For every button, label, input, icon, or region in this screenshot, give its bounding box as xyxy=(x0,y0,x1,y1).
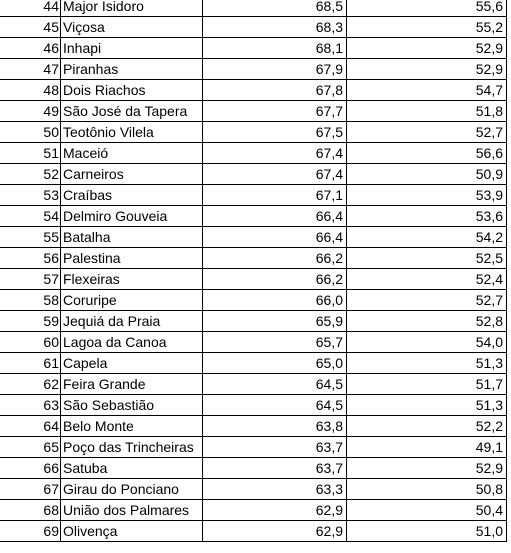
value-2-cell: 53,9 xyxy=(347,185,507,206)
value-1-cell: 63,3 xyxy=(203,479,347,500)
value-2-cell: 54,7 xyxy=(347,80,507,101)
value-1-cell: 66,2 xyxy=(203,248,347,269)
value-1-cell: 65,7 xyxy=(203,332,347,353)
table-row xyxy=(0,437,507,458)
table-row xyxy=(0,269,507,290)
value-2-cell: 51,0 xyxy=(347,521,507,542)
municipality-name-cell: Maceió xyxy=(61,143,203,164)
table-row xyxy=(0,332,507,353)
municipality-name-cell: Coruripe xyxy=(61,290,203,311)
municipality-name-cell: Poço das Trincheiras xyxy=(61,437,203,458)
municipality-name-cell: Craíbas xyxy=(61,185,203,206)
value-2-cell: 53,6 xyxy=(347,206,507,227)
rank-cell: 60 xyxy=(0,332,61,353)
value-2-cell: 51,8 xyxy=(347,101,507,122)
rank-cell: 45 xyxy=(0,17,61,38)
rank-cell: 52 xyxy=(0,164,61,185)
value-1-cell: 63,7 xyxy=(203,458,347,479)
value-1-cell: 65,9 xyxy=(203,311,347,332)
value-2-cell: 51,3 xyxy=(347,353,507,374)
table-row xyxy=(0,143,507,164)
rank-cell: 69 xyxy=(0,521,61,542)
value-1-cell: 66,0 xyxy=(203,290,347,311)
municipality-name-cell: Feira Grande xyxy=(61,374,203,395)
rank-cell: 46 xyxy=(0,38,61,59)
table-row xyxy=(0,395,507,416)
municipality-name-cell: Dois Riachos xyxy=(61,80,203,101)
value-1-cell: 67,1 xyxy=(203,185,347,206)
value-1-cell: 64,5 xyxy=(203,374,347,395)
rank-cell: 51 xyxy=(0,143,61,164)
municipality-name-cell: Piranhas xyxy=(61,59,203,80)
table-row xyxy=(0,17,507,38)
value-1-cell: 67,4 xyxy=(203,164,347,185)
value-2-cell: 52,7 xyxy=(347,290,507,311)
value-2-cell: 56,6 xyxy=(347,143,507,164)
table-row xyxy=(0,479,507,500)
value-1-cell: 68,5 xyxy=(203,0,347,17)
rank-cell: 48 xyxy=(0,80,61,101)
municipality-name-cell: Olivença xyxy=(61,521,203,542)
value-2-cell: 55,6 xyxy=(347,0,507,17)
table-row xyxy=(0,374,507,395)
rank-cell: 53 xyxy=(0,185,61,206)
value-1-cell: 63,8 xyxy=(203,416,347,437)
value-1-cell: 67,7 xyxy=(203,101,347,122)
table-row xyxy=(0,521,507,542)
municipality-name-cell: Carneiros xyxy=(61,164,203,185)
municipality-name-cell: Satuba xyxy=(61,458,203,479)
value-2-cell: 52,7 xyxy=(347,122,507,143)
rank-cell: 68 xyxy=(0,500,61,521)
rank-cell: 44 xyxy=(0,0,61,17)
table-row xyxy=(0,248,507,269)
value-1-cell: 68,1 xyxy=(203,38,347,59)
value-1-cell: 64,5 xyxy=(203,395,347,416)
table-row xyxy=(0,185,507,206)
value-2-cell: 52,9 xyxy=(347,38,507,59)
value-1-cell: 62,9 xyxy=(203,521,347,542)
value-1-cell: 66,4 xyxy=(203,227,347,248)
value-1-cell: 66,2 xyxy=(203,269,347,290)
table-row xyxy=(0,290,507,311)
table-row xyxy=(0,122,507,143)
value-2-cell: 50,4 xyxy=(347,500,507,521)
value-1-cell: 66,4 xyxy=(203,206,347,227)
municipality-name-cell: Batalha xyxy=(61,227,203,248)
municipality-name-cell: São José da Tapera xyxy=(61,101,203,122)
municipality-name-cell: Capela xyxy=(61,353,203,374)
value-1-cell: 68,3 xyxy=(203,17,347,38)
rank-cell: 63 xyxy=(0,395,61,416)
value-2-cell: 54,2 xyxy=(347,227,507,248)
rank-cell: 49 xyxy=(0,101,61,122)
table-row xyxy=(0,38,507,59)
rank-cell: 55 xyxy=(0,227,61,248)
municipality-name-cell: Major Isidoro xyxy=(61,0,203,17)
municipality-name-cell: Teotônio Vilela xyxy=(61,122,203,143)
municipality-name-cell: Viçosa xyxy=(61,17,203,38)
rank-cell: 54 xyxy=(0,206,61,227)
municipality-name-cell: Girau do Ponciano xyxy=(61,479,203,500)
value-2-cell: 51,7 xyxy=(347,374,507,395)
municipality-name-cell: Delmiro Gouveia xyxy=(61,206,203,227)
table-row xyxy=(0,458,507,479)
value-1-cell: 67,5 xyxy=(203,122,347,143)
table-row xyxy=(0,0,507,17)
value-2-cell: 52,2 xyxy=(347,416,507,437)
rank-cell: 66 xyxy=(0,458,61,479)
rank-cell: 56 xyxy=(0,248,61,269)
value-2-cell: 51,3 xyxy=(347,395,507,416)
rank-cell: 59 xyxy=(0,311,61,332)
rank-cell: 57 xyxy=(0,269,61,290)
table-row xyxy=(0,416,507,437)
value-1-cell: 67,8 xyxy=(203,80,347,101)
municipality-name-cell: Lagoa da Canoa xyxy=(61,332,203,353)
value-2-cell: 52,9 xyxy=(347,59,507,80)
value-1-cell: 62,9 xyxy=(203,500,347,521)
value-2-cell: 52,5 xyxy=(347,248,507,269)
table-row xyxy=(0,311,507,332)
table-row xyxy=(0,227,507,248)
rank-cell: 61 xyxy=(0,353,61,374)
value-1-cell: 65,0 xyxy=(203,353,347,374)
value-2-cell: 52,9 xyxy=(347,458,507,479)
value-1-cell: 67,4 xyxy=(203,143,347,164)
rank-cell: 50 xyxy=(0,122,61,143)
value-2-cell: 49,1 xyxy=(347,437,507,458)
rank-cell: 64 xyxy=(0,416,61,437)
value-1-cell: 67,9 xyxy=(203,59,347,80)
value-2-cell: 55,2 xyxy=(347,17,507,38)
table-row xyxy=(0,59,507,80)
value-2-cell: 52,4 xyxy=(347,269,507,290)
municipality-name-cell: Flexeiras xyxy=(61,269,203,290)
table-row xyxy=(0,206,507,227)
municipality-name-cell: Palestina xyxy=(61,248,203,269)
rank-cell: 62 xyxy=(0,374,61,395)
table-row xyxy=(0,353,507,374)
table-row xyxy=(0,101,507,122)
municipality-name-cell: Belo Monte xyxy=(61,416,203,437)
value-2-cell: 54,0 xyxy=(347,332,507,353)
rank-cell: 65 xyxy=(0,437,61,458)
value-2-cell: 50,9 xyxy=(347,164,507,185)
municipality-name-cell: Jequiá da Praia xyxy=(61,311,203,332)
table-row xyxy=(0,500,507,521)
rank-cell: 47 xyxy=(0,59,61,80)
value-2-cell: 50,8 xyxy=(347,479,507,500)
municipality-name-cell: União dos Palmares xyxy=(61,500,203,521)
table-row xyxy=(0,164,507,185)
value-2-cell: 52,8 xyxy=(347,311,507,332)
municipality-name-cell: São Sebastião xyxy=(61,395,203,416)
municipality-name-cell: Inhapi xyxy=(61,38,203,59)
rank-cell: 67 xyxy=(0,479,61,500)
value-1-cell: 63,7 xyxy=(203,437,347,458)
rank-cell: 58 xyxy=(0,290,61,311)
table-row xyxy=(0,80,507,101)
